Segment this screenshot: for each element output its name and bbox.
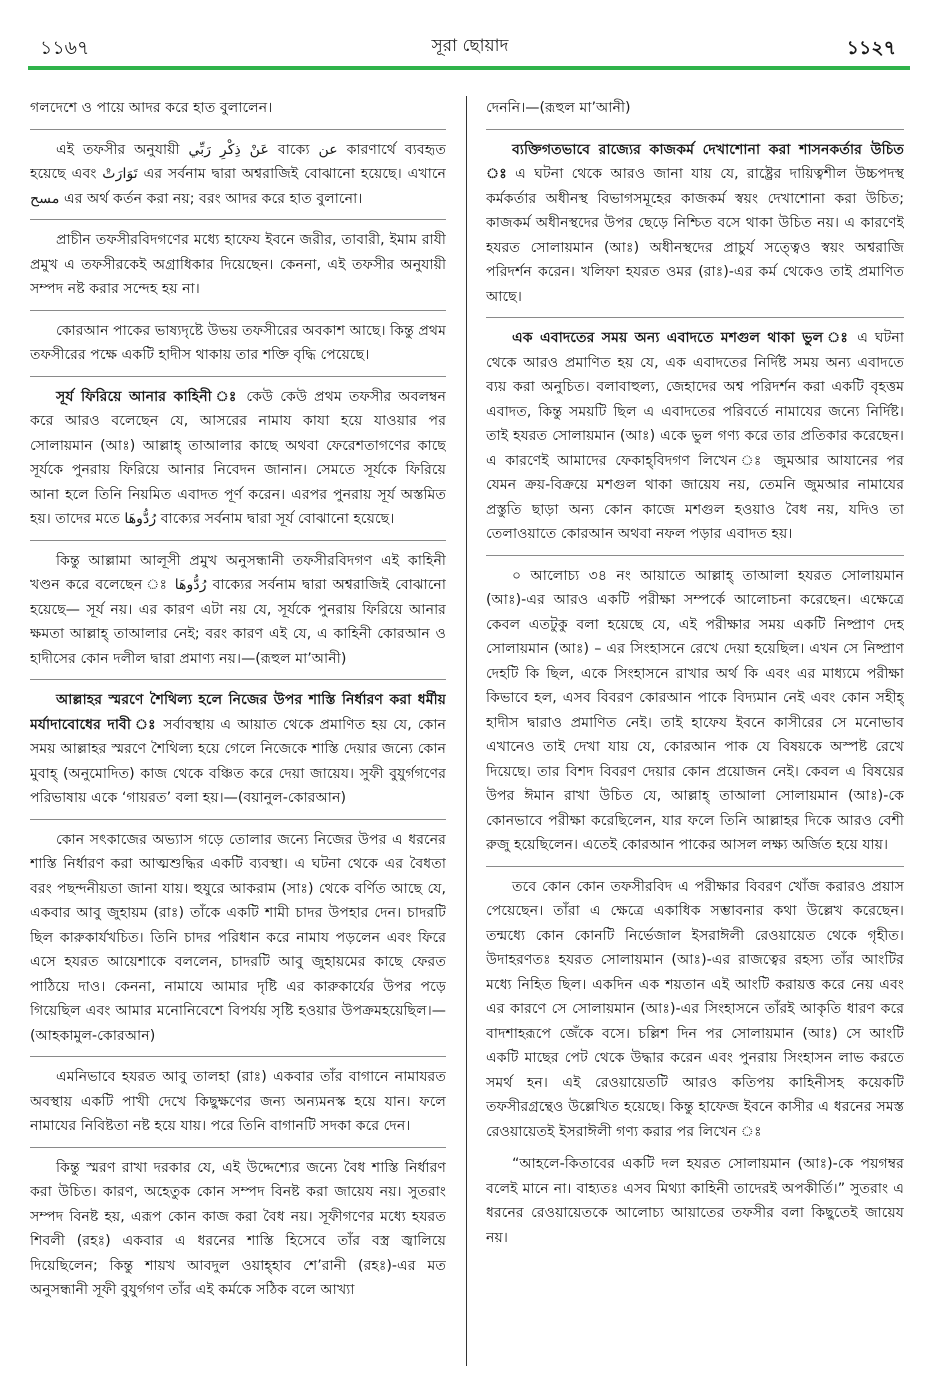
section-heading: ব্যক্তিগতভাবে রাজ্যের কাজকর্ম দেখাশোনা করা শাসনকর্তার উচিত ঃ bbox=[486, 141, 904, 182]
left-paragraph-6: কিন্তু আল্লামা আলূসী প্রমুখ অনুসন্ধানী তফসীরবিদগণ এই কাহিনী খণ্ডন করে বলেছেন ঃ رُدُّوهَا বাক্যের সর্বনাম দ্বারা অশ্বরাজিই বোঝানো হয়েছে— সূর্য নয়। এর কারণ এটা নয় যে, সূর্যকে পুনরায় ফিরিয়ে আনার ক্ষমতা আল্লাহ্ তাআলার নেই; বরং কারণ এই যে, এ কাহিনী কোরআন ও হাদীসের কোন দলীল দ্বারা প্রমাণ্য নয়।—(রূহুল মা’আনী) bbox=[30, 552, 446, 667]
section-heading: আল্লাহর স্মরণে শৈথিল্য হলে নিজের উপর শাস্তি নির্ধারণ করা ধর্মীয় মর্যাদাবোধের দাবী ঃ bbox=[30, 692, 446, 733]
separator bbox=[486, 129, 904, 130]
page-number-left: ১১৬৭ bbox=[40, 37, 90, 59]
separator bbox=[30, 1147, 446, 1148]
arabic-phrase: تَوَارَتْ bbox=[102, 166, 138, 182]
surah-title: সূরা ছোয়াদ bbox=[431, 36, 509, 56]
left-column bbox=[30, 96, 446, 1376]
arabic-phrase: عَنْ ذِكْرِ رَبِّي bbox=[188, 141, 269, 158]
right-paragraph-3: এক এবাদতের সময় অন্য এবাদতে মশগুল থাকা ভুল ঃ এ ঘটনা থেকে আরও প্রমাণিত হয় যে, এক এবাদতের নির্দিষ্ট সময় অন্য এবাদতে ব্যয় করা অনুচিত। বলাবাহুল্য, জেহাদের অশ্ব পরিদর্শন করা একটি বৃহত্তম এবাদত, কিন্তু সময়টি ছিল এ এবাদতের পরিবর্তে নামাযের জন্যে নির্দিষ্ট। তাই হযরত সোলায়মান (আঃ) একে ভুল গণ্য করে তার প্রতিকার করেছেন। এ কারণেই আমাদের ফেকাহ্‌বিদগণ লিখেন ঃ জুমআর আযানের পর যেমন ক্রয়-বিক্রয়ে মশগুল থাকা জায়েয নয়, তেমনি জুমআর নামাযের প্রস্তুতি ছাড়া অন্য কোন কাজে মশগুল হওয়াও বৈধ নয়, যদিও তা তেলাওয়াতে কোরআন অথবা নফল পড়ার এবাদত হয়। bbox=[486, 330, 904, 542]
separator bbox=[30, 1056, 446, 1057]
left-paragraph-8: কোন সৎকাজের অভ্যাস গড়ে তোলার জন্যে নিজের উপর এ ধরনের শাস্তি নির্ধারণ করা আত্মশুদ্ধির একটি ব্যবস্থা। এ ঘটনা থেকে এর বৈধতা বরং পছন্দনীয়তা জানা যায়। হুযুরে আকরাম (সাঃ) থেকে বর্ণিত আছে যে, একবার আবু জুহায়ম (রাঃ) তাঁকে একটি শামী চাদর উপহার দেন। চাদরটি ছিল কারুকার্যখচিত। তিনি চাদর পরিধান করে নামায পড়লেন এবং ফিরে এসে হযরত আয়েশাকে বললেন, চাদরটি আবু জুহায়মের কাছে ফেরত পাঠিয়ে দাও। কেননা, নামাযে আমার দৃষ্টি এর কারুকার্যের উপর পড়ে গিয়েছিল এবং আমার মনোনিবেশে বিপর্যয় সৃষ্টি হওয়ার উপক্রমহয়েছিল।—(আহকামুল-কোরআন) bbox=[30, 831, 446, 1044]
separator bbox=[30, 376, 446, 377]
right-paragraph-6-quote: “আহলে-কিতাবের একটি দল হযরত সোলায়মান (আঃ)-কে পয়গম্বর বলেই মানে না। বাহ্যতঃ এসব মিথ্যা কাহিনী তাদেরই অপকীর্তি।” সুতরাং এ ধরনের রেওয়ায়েতকে আলোচ্য আয়াতের তফসীর বলা কিছুতেই জায়েয নয়। bbox=[486, 1156, 904, 1246]
right-paragraph-1: দেননি।—(রূহুল মা’আনী) bbox=[486, 100, 631, 116]
section-heading: সূর্য ফিরিয়ে আনার কাহিনী ঃ bbox=[56, 388, 240, 405]
arabic-phrase: مسح bbox=[30, 190, 60, 207]
left-paragraph-2: এই তফসীর অনুযায়ী عَنْ ذِكْرِ رَبِّي বাক্যে عن কারণার্থে ব্যবহৃত হয়েছে এবং تَوَارَتْ এর সর্বনাম দ্বারা অশ্বরাজিই বোঝানো হয়েছে। এখানে مسح এর অর্থ কর্তন করা নয়; বরং আদর করে হাত বুলানো। bbox=[30, 141, 446, 207]
left-paragraph-5: সূর্য ফিরিয়ে আনার কাহিনী ঃ কেউ কেউ প্রথম তফসীর অবলম্বন করে আরও বলেছেন যে, আসরের নামায কাযা হয়ে যাওয়ার পর সোলায়মান (আঃ) আল্লাহ্ তাআলার কাছে অথবা ফেরেশতাগণের কাছে সূর্যকে পুনরায় ফিরিয়ে আনার নিবেদন জানান। সেমতে সূর্যকে ফিরিয়ে আনা হলে তিনি নিয়মিত এবাদত পূর্ণ করেন। এরপর পুনরায় সূর্য অস্তমিত হয়। তাদের মতে رُدُّوهَا বাক্যের সর্বনাম দ্বারা সূর্য বোঝানো হয়েছে। bbox=[30, 388, 446, 527]
separator bbox=[30, 310, 446, 311]
separator bbox=[486, 866, 904, 867]
section-heading: এক এবাদতের সময় অন্য এবাদতে মশগুল থাকা ভুল ঃ bbox=[512, 330, 851, 346]
separator bbox=[486, 555, 904, 556]
arabic-phrase: رُدُّوهَا bbox=[174, 577, 207, 593]
right-paragraph-4: ০ আলোচ্য ৩৪ নং আয়াতে আল্লাহ্ তাআলা হযরত সোলায়মান (আঃ)-এর আরও একটি পরীক্ষা সম্পর্কে আলোচনা করেছেন। এক্ষেত্রে কেবল এতটুকু বলা হয়েছে যে, এই পরীক্ষার সময় একটি নিষ্প্রাণ দেহ সোলায়মান (আঃ) – এর সিংহাসনে রেখে দেয়া হয়েছিল। এখন সে নিষ্প্রাণ দেহটি কি ছিল, একে সিংহাসনে রাখার অর্থ কি এবং এর মাধ্যমে পরীক্ষা কিভাবে হল, এসব বিবরণ কোরআন পাকে বিদ্যমান নেই এবং কোন সহীহ্ হাদীস দ্বারাও প্রমাণিত নেই। তাই হাফেয ইবনে কাসীরের সে মনোভাব এখানেও তাই দেখা যায় যে, কোরআন পাক যে বিষয়কে অস্পষ্ট রেখে দিয়েছে। তার বিশদ বিবরণ দেয়ার কোন প্রয়োজন নেই। কেবল এ বিষয়ের উপর ঈমান রাখা উচিত যে, আল্লাহ্ তাআলা সোলায়মান (আঃ)-কে কোনভাবে পরীক্ষা করেছিলেন, যার ফলে তিনি আল্লাহর দিকে আরও বেশী রুজু হয়েছিলেন। এতেই কোরআন পাকের আসল লক্ষ্য অর্জিত হয়ে যায়। bbox=[486, 567, 904, 853]
arabic-phrase: رُدُّوهَا bbox=[124, 511, 157, 527]
separator bbox=[30, 540, 446, 541]
arabic-phrase: عن bbox=[318, 141, 338, 158]
left-paragraph-10: কিন্তু স্মরণ রাখা দরকার যে, এই উদ্দেশ্যের জন্যে বৈধ শাস্তি নির্ধারণ করা উচিত। কারণ, অহেতুক কোন সম্পদ বিনষ্ট করা জায়েয নয়। সুতরাং সম্পদ বিনষ্ট হয়, এরূপ কোন কাজ করা বৈধ নয়। সূফীগণের মধ্যে হযরত শিবলী (রহঃ) একবার এ ধরনের শাস্তি হিসেবে তাঁর বস্ত্র জ্বালিয়ে দিয়েছিলেন; কিন্তু শায়খ আবদুল ওয়াহ্‌হাব শে’রানী (রহঃ)-এর মত অনুসন্ধানী সূফী বুযুর্গগণ তাঁর এই কর্মকে সঠিক বলে আখ্যা bbox=[30, 1159, 446, 1298]
left-paragraph-3: প্রাচীন তফসীরবিদগণের মধ্যে হাফেয ইবনে জরীর, তাবারী, ইমাম রাযী প্রমুখ এ তফসীরকেই অগ্রাধিকার দিয়েছেন। কেননা, এই তফসীর অনুযায়ী সম্পদ নষ্ট করার সন্দেহ হয় না। bbox=[30, 232, 446, 297]
separator bbox=[30, 819, 446, 820]
left-paragraph-9: এমনিভাবে হযরত আবু তালহা (রাঃ) একবার তাঁর বাগানে নামাযরত অবস্থায় একটি পাখী দেখে কিছুক্ষণের জন্য অন্যমনস্ক হয়ে যান। ফলে নামাযের নিবিষ্টতা নষ্ট হয়ে যায়। পরে তিনি বাগানটি সদকা করে দেন। bbox=[30, 1069, 446, 1134]
page-number-right: ১১২৭ bbox=[846, 37, 896, 59]
header-rule bbox=[28, 66, 910, 70]
left-paragraph-7: আল্লাহর স্মরণে শৈথিল্য হলে নিজের উপর শাস্তি নির্ধারণ করা ধর্মীয় মর্যাদাবোধের দাবী ঃ সর্বাবস্থায় এ আয়াত থেকে প্রমাণিত হয় যে, কোন সময় আল্লাহর স্মরণে শৈথিল্য হয়ে গেলে নিজেকে শাস্তি দেয়ার জন্যে কোন মুবাহ্ (অনুমোদিত) কাজ থেকে বঞ্চিত করে দেয়া জায়েয। সুফী বুযুর্গগণের পরিভাষায় একে ‘গায়রত’ বলা হয়।—(বয়ানুল-কোরআন) bbox=[30, 692, 446, 806]
left-paragraph-4: কোরআন পাকের ভাষ্যদৃষ্টে উভয় তফসীরের অবকাশ আছে। কিন্তু প্রথম তফসীরের পক্ষে একটি হাদীস থাকায় তার শক্তি বৃদ্ধি পেয়েছে। bbox=[30, 322, 446, 363]
separator bbox=[486, 317, 904, 318]
right-paragraph-2: ব্যক্তিগতভাবে রাজ্যের কাজকর্ম দেখাশোনা করা শাসনকর্তার উচিত ঃ এ ঘটনা থেকে আরও জানা যায় যে, রাষ্ট্রের দায়িত্বশীল উচ্চপদস্থ কর্মকর্তার অধীনস্থ বিভাগসমূহের কাজকর্ম স্বয়ং দেখাশোনা করা উচিত; কাজকর্ম অধীনস্থদের উপর ছেড়ে নিশ্চিত বসে থাকা উচিত নয়। এ কারণেই হযরত সোলায়মান (আঃ) অধীনস্থদের প্রাচুর্য সত্ত্বেও স্বয়ং অশ্বরাজি পরিদর্শন করেন। খলিফা হযরত ওমর (রাঃ)-এর কর্ম থেকেও তাই প্রমাণিত আছে। bbox=[486, 141, 904, 305]
right-column bbox=[486, 96, 904, 1376]
column-divider bbox=[466, 96, 467, 1366]
separator bbox=[30, 129, 446, 130]
right-paragraph-5: তবে কোন কোন তফসীরবিদ এ পরীক্ষার বিবরণ খোঁজ করারও প্রয়াস পেয়েছেন। তাঁরা এ ক্ষেত্রে একাধিক সম্ভাবনার কথা উল্লেখ করেছেন। তন্মধ্যে কোন কোনটি নির্ভেজাল ইসরাঈলী রেওয়ায়েত থেকে গৃহীত। উদাহরণতঃ হযরত সোলায়মান (আঃ)-এর রাজত্বের রহস্য তাঁর আংটির মধ্যে নিহিত ছিল। একদিন এক শয়তান এই আংটি করায়ত্ত করে নেয় এবং এর কারণে সে সোলায়মান (আঃ)-এর সিংহাসনে তাঁরই আকৃতি ধারণ করে বাদশাহরূপে জেঁকে বসে। চল্লিশ দিন পর সোলায়মান (আঃ) সে আংটি একটি মাছের পেট থেকে উদ্ধার করেন এবং পুনরায় সিংহাসন লাভ করতে সমর্থ হন। এই রেওয়ায়েতটি আরও কতিপয় কাহিনীসহ কয়েকটি তফসীরগ্রন্থেও উল্লেখিত হয়েছে। কিন্তু হাফেজ ইবনে কাসীর এ ধরনের সমস্ত রেওয়ায়েতই ইসরাঈলী গণ্য করার পর লিখেন ঃ bbox=[486, 878, 904, 1140]
separator bbox=[30, 219, 446, 220]
page-header bbox=[22, 30, 918, 62]
left-paragraph-1: গলদেশে ও পায়ে আদর করে হাত বুলালেন। bbox=[30, 100, 273, 116]
separator bbox=[30, 679, 446, 680]
